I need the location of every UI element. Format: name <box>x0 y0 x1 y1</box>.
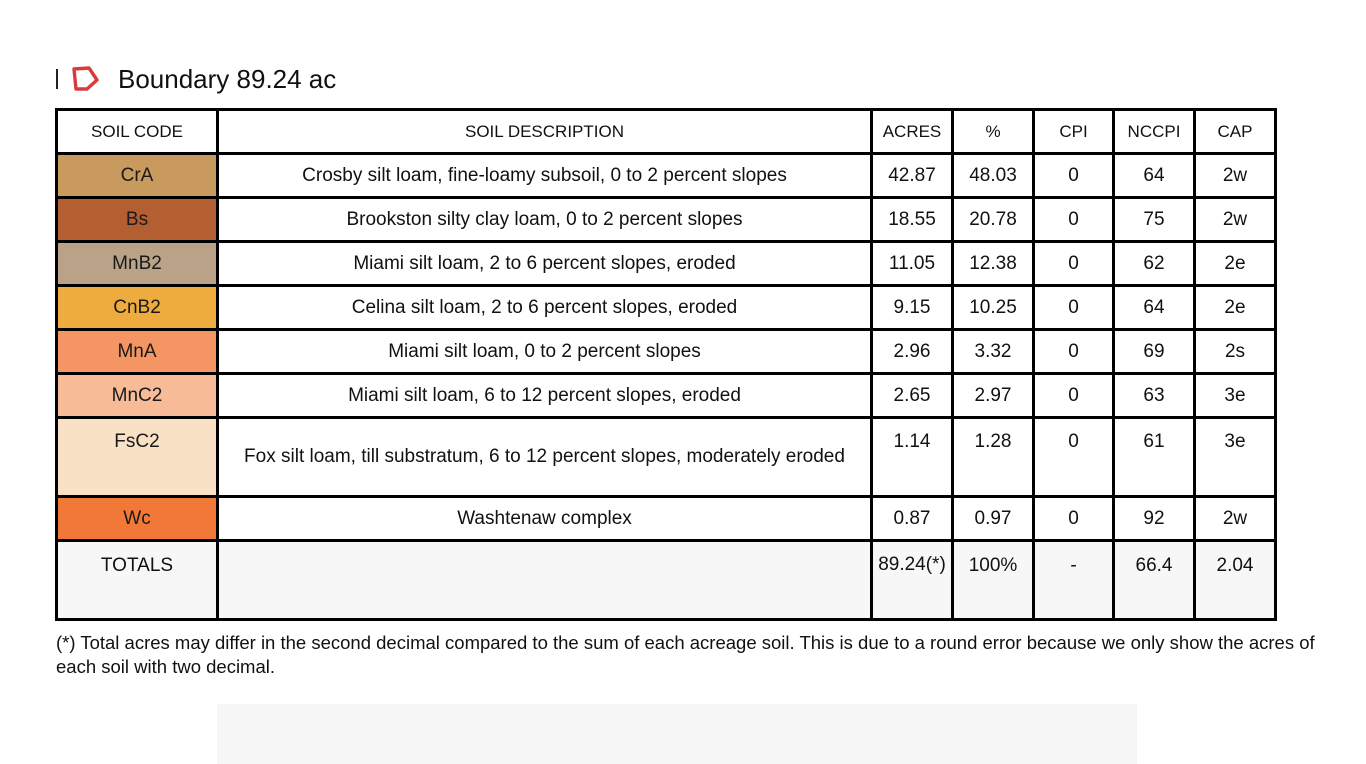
acres-cell: 0.87 <box>872 497 953 541</box>
cap-cell: 2w <box>1195 154 1276 198</box>
cap-cell: 3e <box>1195 374 1276 418</box>
nccpi-cell: 64 <box>1114 286 1195 330</box>
nccpi-cell: 63 <box>1114 374 1195 418</box>
totals-cpi-cell: - <box>1034 541 1114 620</box>
cpi-cell: 0 <box>1034 286 1114 330</box>
cap-cell: 2e <box>1195 242 1276 286</box>
totals-row <box>57 541 1276 620</box>
table-row <box>57 286 1276 330</box>
soil-description-cell: Fox silt loam, till substratum, 6 to 12 percent slopes, moderately eroded <box>218 418 872 497</box>
soil-code-cell: MnC2 <box>57 374 218 418</box>
column-header-cap: CAP <box>1195 110 1276 154</box>
soil-description-cell: Miami silt loam, 2 to 6 percent slopes, eroded <box>218 242 872 286</box>
nccpi-cell: 64 <box>1114 154 1195 198</box>
totals-acres-cell: 89.24(*) <box>872 541 953 620</box>
nccpi-cell: 61 <box>1114 418 1195 497</box>
percent-cell: 1.28 <box>953 418 1034 497</box>
soil-description-cell: Crosby silt loam, fine-loamy subsoil, 0 to 2 percent slopes <box>218 154 872 198</box>
soil-description-cell: Miami silt loam, 6 to 12 percent slopes, eroded <box>218 374 872 418</box>
soil-code-cell: MnA <box>57 330 218 374</box>
cpi-cell: 0 <box>1034 418 1114 497</box>
cpi-cell: 0 <box>1034 154 1114 198</box>
acres-cell: 1.14 <box>872 418 953 497</box>
soil-description-cell: Washtenaw complex <box>218 497 872 541</box>
soil-code-cell: Wc <box>57 497 218 541</box>
cpi-cell: 0 <box>1034 374 1114 418</box>
column-header-cpi: CPI <box>1034 110 1114 154</box>
percent-cell: 3.32 <box>953 330 1034 374</box>
cap-cell: 2s <box>1195 330 1276 374</box>
soil-code-cell: FsC2 <box>57 418 218 497</box>
table-row <box>57 330 1276 374</box>
totals-percent-cell: 100% <box>953 541 1034 620</box>
page-header <box>56 62 336 96</box>
text-cursor <box>56 69 58 89</box>
totals-label: TOTALS <box>57 541 218 620</box>
acres-cell: 11.05 <box>872 242 953 286</box>
acreage-footnote: (*) Total acres may differ in the second decimal compared to the sum of each acreage soil. This is due to a round error because we only show the acres of each soil with two decimal. <box>56 632 1315 677</box>
percent-cell: 10.25 <box>953 286 1034 330</box>
table-row <box>57 418 1276 497</box>
page-title: Boundary 89.24 ac <box>118 63 337 94</box>
column-header-soil-code: SOIL CODE <box>57 110 218 154</box>
soil-code-cell: CnB2 <box>57 286 218 330</box>
soil-description-cell: Celina silt loam, 2 to 6 percent slopes, eroded <box>218 286 872 330</box>
table-row <box>57 497 1276 541</box>
acres-cell: 18.55 <box>872 198 953 242</box>
nccpi-cell: 75 <box>1114 198 1195 242</box>
cap-cell: 3e <box>1195 418 1276 497</box>
totals-nccpi-cell: 66.4 <box>1114 541 1195 620</box>
acres-cell: 9.15 <box>872 286 953 330</box>
percent-cell: 20.78 <box>953 198 1034 242</box>
cpi-cell: 0 <box>1034 198 1114 242</box>
soil-table <box>55 108 1277 621</box>
acres-cell: 42.87 <box>872 154 953 198</box>
soil-code-cell: MnB2 <box>57 242 218 286</box>
nccpi-cell: 62 <box>1114 242 1195 286</box>
column-header-percent: % <box>953 110 1034 154</box>
totals-cap-cell: 2.04 <box>1195 541 1276 620</box>
table-row <box>57 374 1276 418</box>
soil-code-cell: Bs <box>57 198 218 242</box>
table-header-row <box>57 110 1276 154</box>
percent-cell: 48.03 <box>953 154 1034 198</box>
nccpi-cell: 69 <box>1114 330 1195 374</box>
boundary-polygon-icon <box>70 65 100 93</box>
cap-cell: 2w <box>1195 198 1276 242</box>
table-row <box>57 242 1276 286</box>
next-section-panel <box>217 704 1137 764</box>
column-header-soil-description: SOIL DESCRIPTION <box>218 110 872 154</box>
cap-cell: 2e <box>1195 286 1276 330</box>
column-header-nccpi: NCCPI <box>1114 110 1195 154</box>
cpi-cell: 0 <box>1034 330 1114 374</box>
soil-code-cell: CrA <box>57 154 218 198</box>
cpi-cell: 0 <box>1034 242 1114 286</box>
acres-cell: 2.65 <box>872 374 953 418</box>
soil-description-cell: Brookston silty clay loam, 0 to 2 percent slopes <box>218 198 872 242</box>
cpi-cell: 0 <box>1034 497 1114 541</box>
soil-description-cell: Miami silt loam, 0 to 2 percent slopes <box>218 330 872 374</box>
cap-cell: 2w <box>1195 497 1276 541</box>
totals-description-cell <box>218 541 872 620</box>
table-row <box>57 154 1276 198</box>
column-header-acres: ACRES <box>872 110 953 154</box>
acres-cell: 2.96 <box>872 330 953 374</box>
percent-cell: 2.97 <box>953 374 1034 418</box>
percent-cell: 0.97 <box>953 497 1034 541</box>
percent-cell: 12.38 <box>953 242 1034 286</box>
nccpi-cell: 92 <box>1114 497 1195 541</box>
table-row <box>57 198 1276 242</box>
